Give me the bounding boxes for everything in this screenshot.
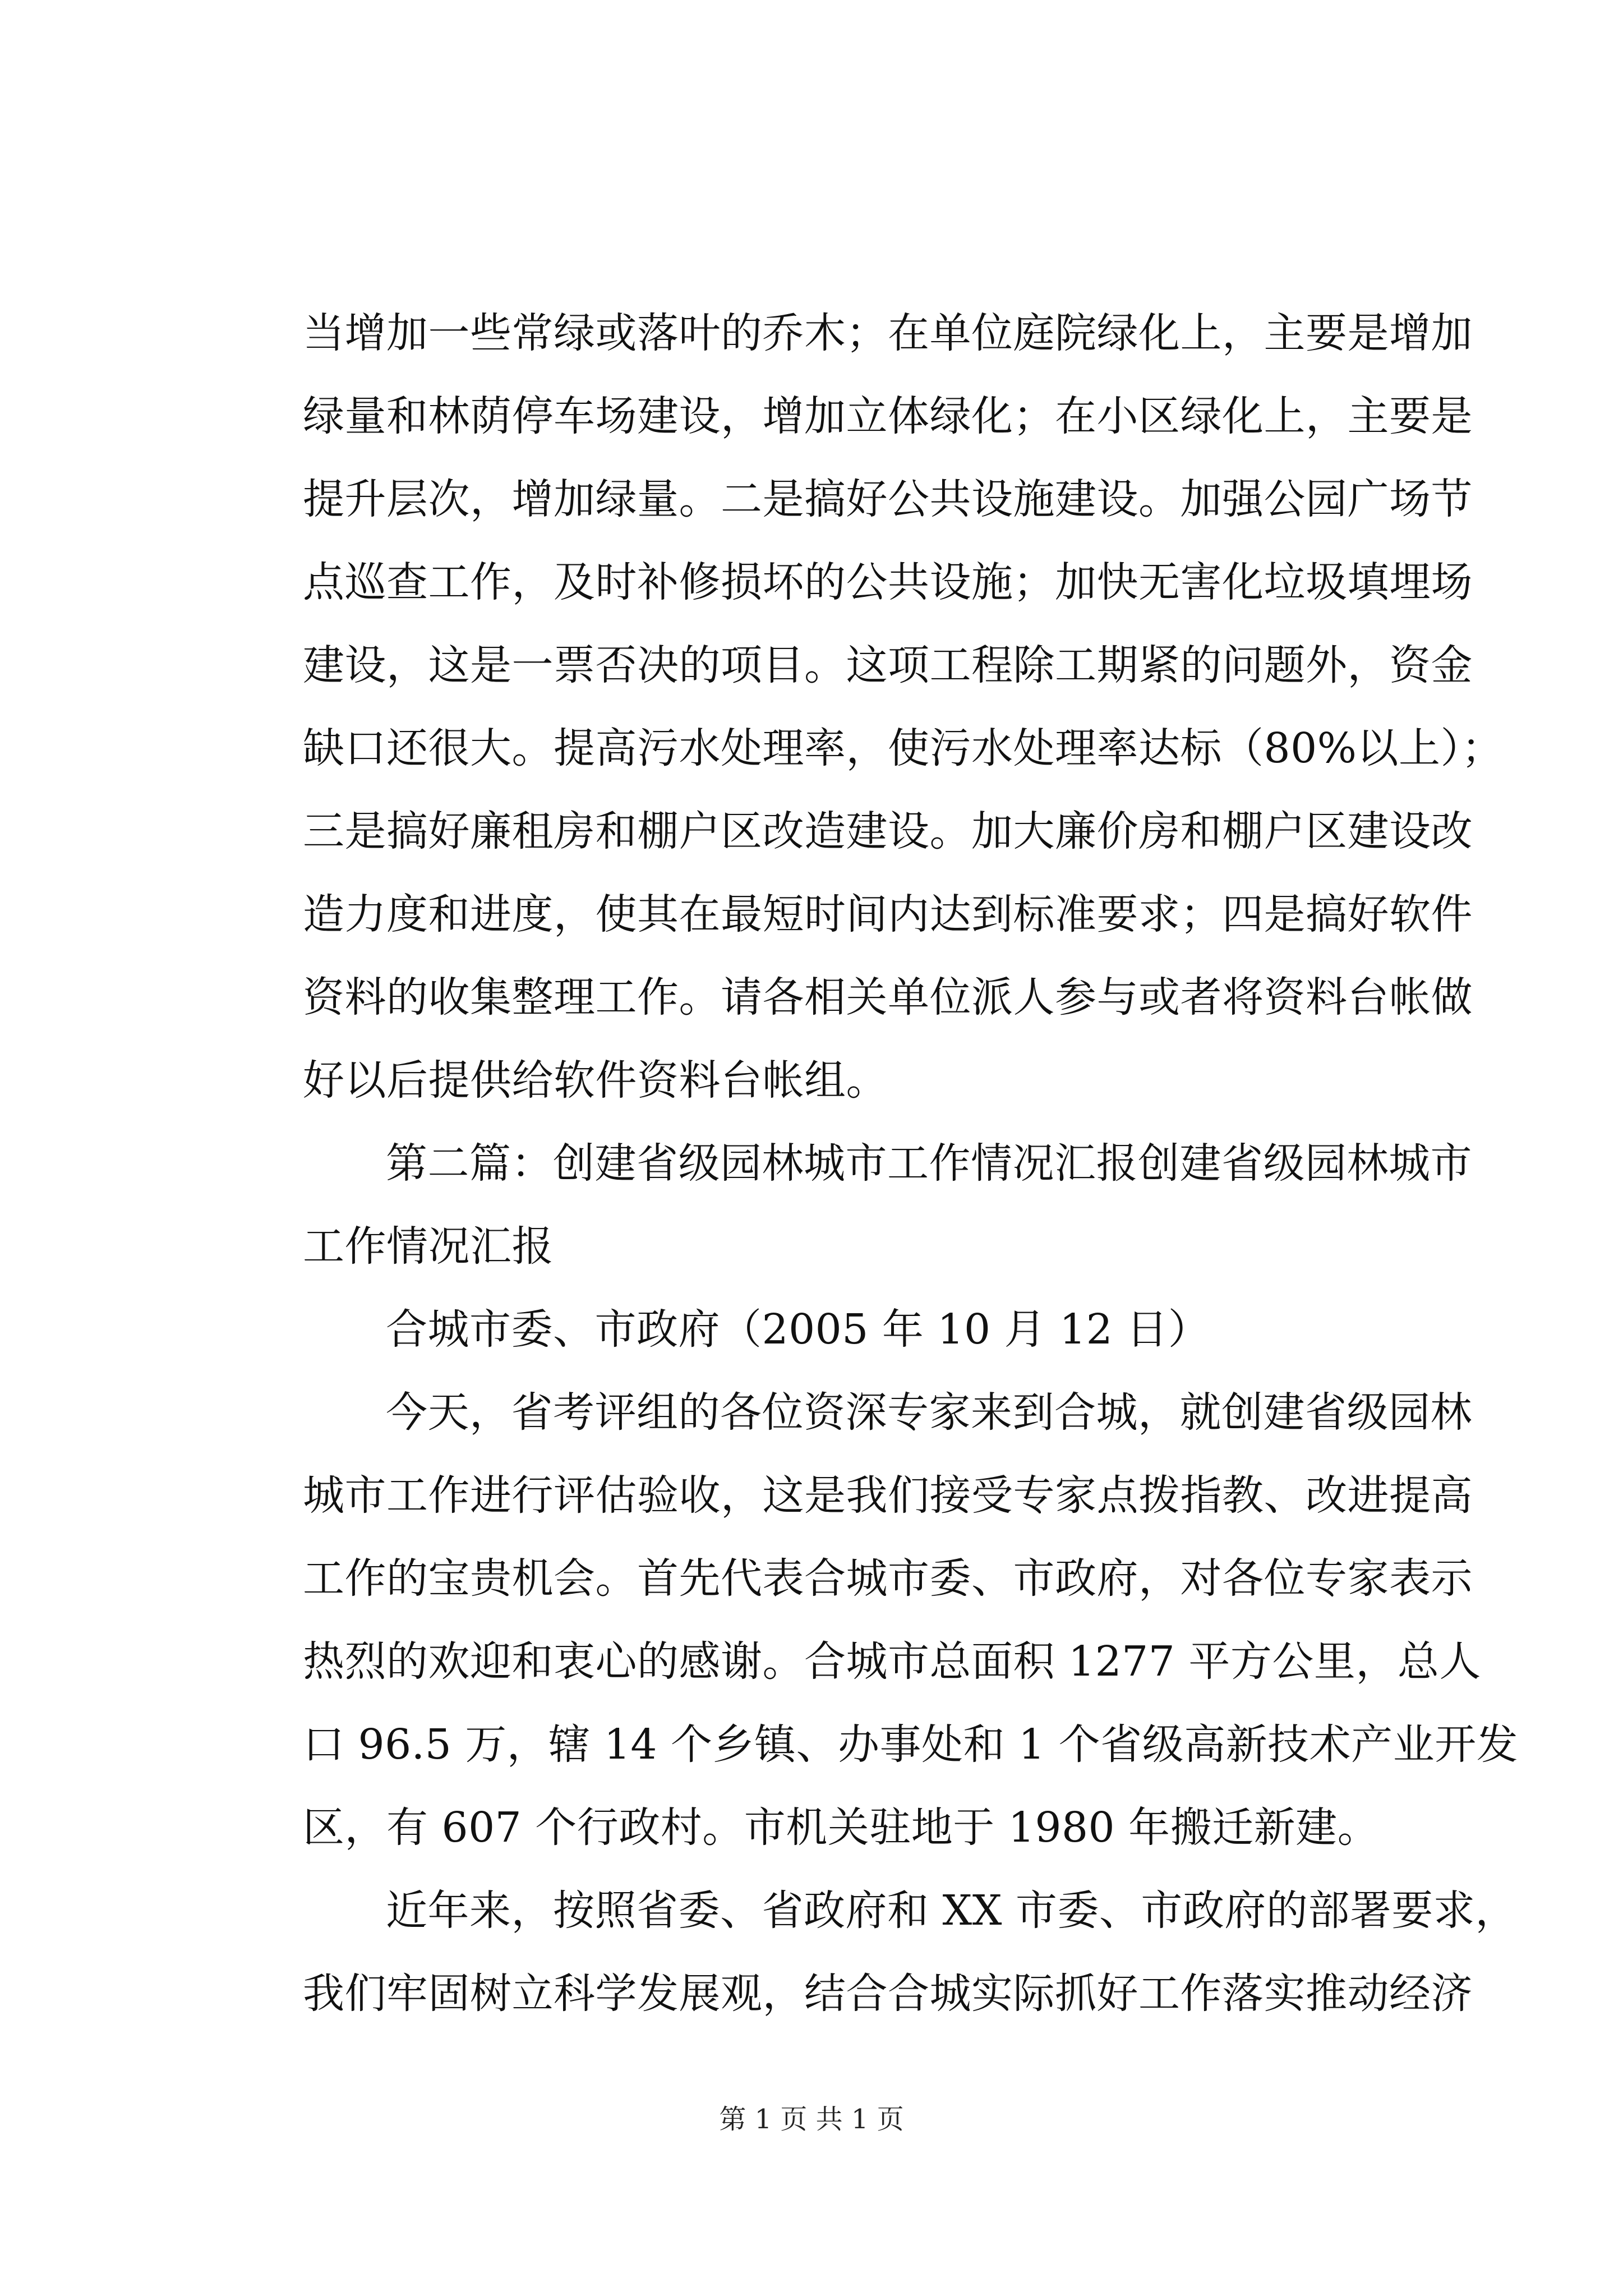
body-line: 缺口还很大。提高污水处理率，使污水处理率达标（80%以上）； xyxy=(303,724,1504,772)
body-line: 三是搞好廉租房和棚户区改造建设。加大廉价房和棚户区建设改 xyxy=(303,807,1473,855)
body-line: 资料的收集整理工作。请各相关单位派人参与或者将资料台帐做 xyxy=(303,973,1473,1022)
section-heading-line: 工作情况汇报 xyxy=(303,1222,554,1271)
body-line: 建设，这是一票否决的项目。这项工程除工期紧的问题外，资金 xyxy=(303,641,1473,689)
body-line: 口 96.5 万，辖 14 个乡镇、办事处和 1 个省级高新技术产业开发 xyxy=(303,1720,1519,1769)
body-line: 点巡查工作，及时补修损坏的公共设施；加快无害化垃圾填埋场 xyxy=(303,558,1473,606)
body-line: 近年来，按照省委、省政府和 XX 市委、市政府的部署要求， xyxy=(386,1887,1517,1935)
author-date-line: 合城市委、市政府（2005 年 10 月 12 日） xyxy=(386,1305,1210,1354)
body-line: 今天，省考评组的各位资深专家来到合城，就创建省级园林 xyxy=(386,1388,1472,1437)
body-line: 好以后提供给软件资料台帐组。 xyxy=(303,1056,888,1105)
body-line: 热烈的欢迎和衷心的感谢。合城市总面积 1277 平方公里，总人 xyxy=(303,1637,1481,1686)
document-body xyxy=(303,292,1519,2035)
body-line: 当增加一些常绿或落叶的乔木；在单位庭院绿化上，主要是增加 xyxy=(303,309,1473,357)
section-heading-line: 第二篇：创建省级园林城市工作情况汇报创建省级园林城市 xyxy=(386,1139,1472,1188)
body-line: 区，有 607 个行政村。市机关驻地于 1980 年搬迁新建。 xyxy=(303,1803,1380,1852)
body-line: 造力度和进度，使其在最短时间内达到标准要求；四是搞好软件 xyxy=(303,890,1473,938)
body-line: 提升层次，增加绿量。二是搞好公共设施建设。加强公园广场节 xyxy=(303,475,1473,523)
body-line: 我们牢固树立科学发展观，结合合城实际抓好工作落实推动经济 xyxy=(303,1970,1473,2018)
body-line: 工作的宝贵机会。首先代表合城市委、市政府，对各位专家表示 xyxy=(303,1554,1473,1603)
body-line: 绿量和林荫停车场建设，增加立体绿化；在小区绿化上，主要是 xyxy=(303,392,1473,440)
body-line: 城市工作进行评估验收，这是我们接受专家点拨指教、改进提高 xyxy=(303,1471,1473,1520)
page-footer: 第 1 页 共 1 页 xyxy=(719,2104,904,2135)
